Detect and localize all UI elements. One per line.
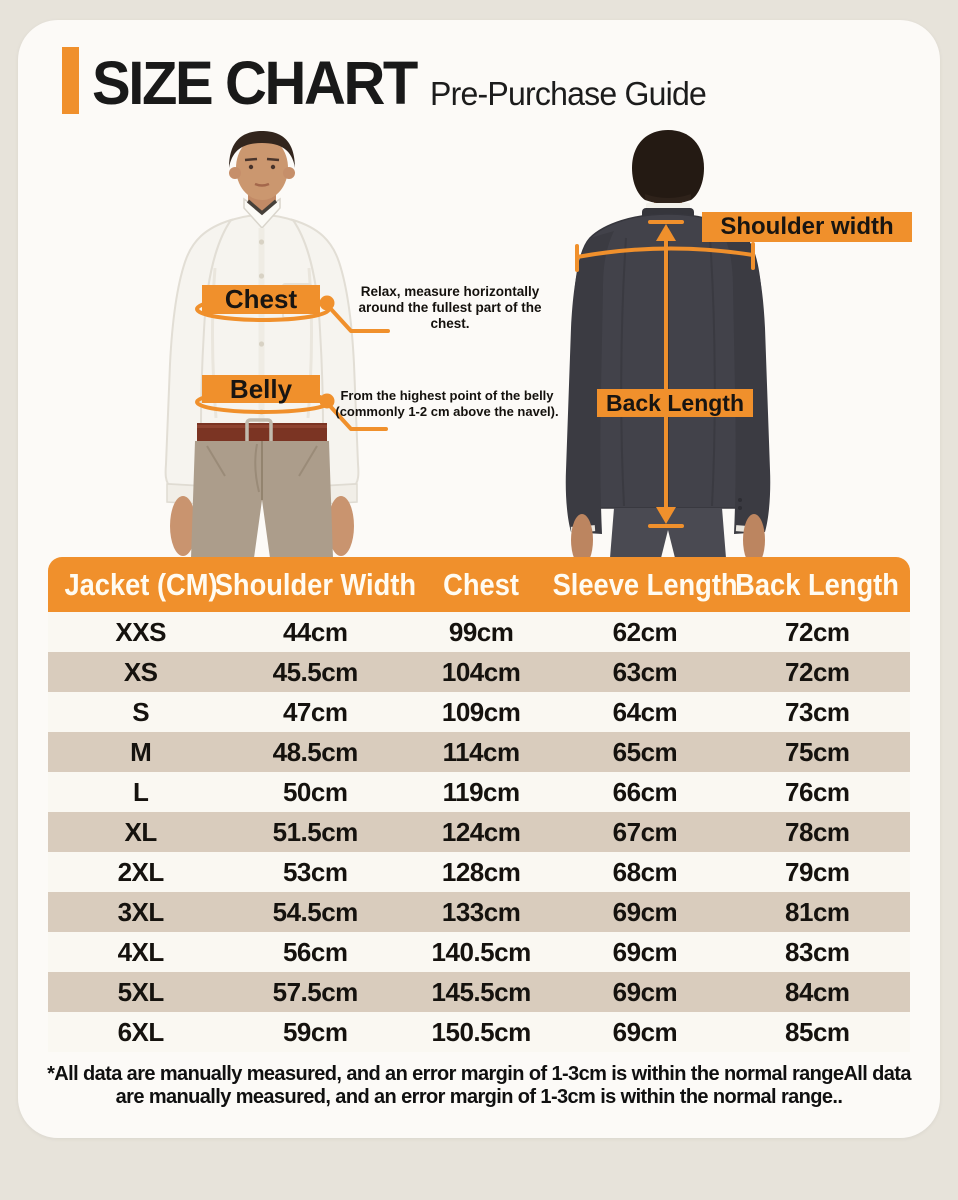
size-cell: L — [132, 776, 149, 807]
value-cell: 104cm — [441, 656, 521, 687]
size-cell: XL — [124, 816, 157, 847]
table-row — [48, 852, 910, 892]
belly-label: Belly — [202, 375, 320, 403]
size-cell: 5XL — [117, 976, 164, 1007]
value-cell: 73cm — [785, 696, 850, 727]
measurement-diagram — [18, 125, 940, 558]
value-cell: 150.5cm — [431, 1016, 531, 1047]
value-cell: 64cm — [612, 696, 678, 727]
value-cell: 69cm — [612, 1016, 678, 1047]
value-cell: 47cm — [282, 696, 348, 727]
value-cell: 114cm — [442, 736, 520, 767]
value-cell: 72cm — [785, 656, 850, 687]
table-row — [48, 932, 910, 972]
header-cell: Back Length — [735, 566, 900, 602]
size-table-body — [48, 612, 910, 1052]
value-cell: 44cm — [282, 616, 348, 647]
size-cell: 4XL — [117, 936, 164, 967]
table-row — [48, 692, 910, 732]
value-cell: 69cm — [612, 976, 678, 1007]
shoulder-width-label: Shoulder width — [702, 212, 912, 242]
value-cell: 53cm — [282, 856, 348, 887]
value-cell: 76cm — [785, 776, 850, 807]
table-row — [48, 972, 910, 1012]
value-cell: 62cm — [612, 616, 678, 647]
value-cell: 109cm — [441, 696, 521, 727]
value-cell: 56cm — [282, 936, 348, 967]
value-cell: 79cm — [785, 856, 850, 887]
header-cell: Shoulder Width — [214, 566, 416, 602]
value-cell: 124cm — [441, 816, 521, 847]
value-cell: 133cm — [441, 896, 521, 927]
value-cell: 128cm — [441, 856, 521, 887]
value-cell: 59cm — [282, 1016, 348, 1047]
value-cell: 85cm — [785, 1016, 850, 1047]
size-table — [48, 557, 910, 1052]
value-cell: 72cm — [785, 616, 850, 647]
value-cell: 69cm — [612, 936, 678, 967]
page-title: SIZE CHART — [92, 49, 416, 117]
value-cell: 48.5cm — [272, 736, 358, 767]
value-cell: 69cm — [612, 896, 678, 927]
value-cell: 75cm — [785, 736, 850, 767]
front-figure-illustration — [145, 128, 395, 558]
value-cell: 45.5cm — [272, 656, 358, 687]
belly-note: From the highest point of the belly (commonly 1-2 cm above the navel). — [335, 388, 559, 419]
size-chart-card — [18, 20, 940, 1138]
header-cell: Chest — [443, 566, 520, 602]
size-cell: 6XL — [117, 1016, 164, 1047]
table-row — [48, 772, 910, 812]
value-cell: 67cm — [612, 816, 678, 847]
value-cell: 66cm — [612, 776, 678, 807]
footnote: *All data are manually measured, and an error margin of 1-3cm is within the normal rangeAll data are manually measured, and an error margin of 1-3cm is within the normal range.. — [47, 1063, 911, 1109]
table-row — [48, 612, 910, 652]
table-row — [48, 1012, 910, 1052]
value-cell: 83cm — [785, 936, 850, 967]
value-cell: 57.5cm — [272, 976, 358, 1007]
value-cell: 140.5cm — [431, 936, 531, 967]
chest-note: Relax, measure horizontally around the fullest part of the chest. — [358, 284, 542, 332]
back-figure-illustration — [556, 128, 801, 558]
back-length-label: Back Length — [597, 389, 753, 417]
value-cell: 65cm — [612, 736, 678, 767]
value-cell: 51.5cm — [272, 816, 358, 847]
table-row — [48, 652, 910, 692]
size-table-header — [48, 557, 910, 612]
value-cell: 68cm — [612, 856, 678, 887]
size-cell: M — [130, 736, 152, 767]
size-cell: 3XL — [117, 896, 164, 927]
title-accent-bar — [62, 47, 79, 114]
header-cell: Sleeve Length — [552, 566, 738, 602]
size-cell: 2XL — [117, 856, 164, 887]
value-cell: 99cm — [448, 616, 514, 647]
size-cell: S — [132, 696, 150, 727]
value-cell: 145.5cm — [431, 976, 531, 1007]
value-cell: 84cm — [785, 976, 850, 1007]
value-cell: 54.5cm — [272, 896, 358, 927]
value-cell: 119cm — [442, 776, 520, 807]
value-cell: 81cm — [785, 896, 850, 927]
table-row — [48, 892, 910, 932]
value-cell: 63cm — [612, 656, 678, 687]
table-row — [48, 812, 910, 852]
chest-label: Chest — [202, 285, 320, 314]
page-subtitle: Pre-Purchase Guide — [430, 75, 707, 112]
table-row — [48, 732, 910, 772]
value-cell: 78cm — [785, 816, 850, 847]
header-cell: Jacket (CM) — [64, 566, 218, 602]
size-cell: XXS — [115, 616, 166, 647]
size-cell: XS — [123, 656, 158, 687]
value-cell: 50cm — [282, 776, 348, 807]
